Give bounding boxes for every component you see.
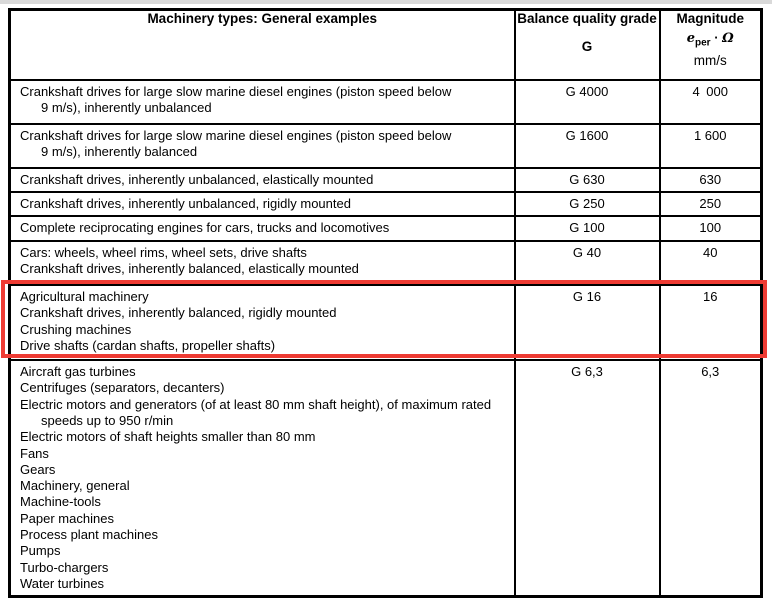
magnitude-cell: 630 [660,168,762,192]
machinery-line: Crankshaft drives for large slow marine diesel engines (piston speed below [20,127,452,143]
grade-cell: G 40 [515,241,660,285]
machinery-line: Electric motors and generators (of at least 80 mm shaft height), of maximum rated [20,396,492,412]
machinery-line: Electric motors of shaft heights smaller than 80 mm [20,429,316,445]
grade-cell: G 100 [515,216,660,241]
formula-e: e [686,31,696,46]
machinery-line: Complete reciprocating engines for cars, trucks and locomotives [20,220,390,236]
magnitude-cell: 100 [660,216,762,241]
machinery-line: 9 m/s), inherently unbalanced [41,99,212,115]
machinery-line: Process plant machines [20,527,159,543]
machinery-cell [10,285,515,360]
machinery-cell [10,360,515,597]
machinery-line: Crushing machines [20,321,132,337]
machinery-line: Paper machines [20,510,114,526]
machinery-line: Water turbines [20,575,105,591]
formula-dot: · [714,30,719,45]
magnitude-cell: 4 000 [660,80,762,124]
machinery-line: 9 m/s), inherently balanced [41,143,198,159]
header-magnitude [660,10,762,80]
grade-cell: G 1600 [515,124,660,168]
formula-omega: Ω [722,31,734,46]
machinery-line: Turbo-chargers [20,559,109,575]
machinery-line: Machinery, general [20,478,130,494]
magnitude-cell: 16 [660,285,762,360]
top-strip [0,0,772,4]
table-row [10,124,762,168]
machinery-line: Cars: wheels, wheel rims, wheel sets, drive shafts [20,245,307,261]
magnitude-cell: 6,3 [660,360,762,597]
machinery-cell [10,192,515,216]
grade-cell: G 16 [515,285,660,360]
machinery-line: Fans [20,445,49,461]
machinery-line: Centrifuges (separators, decanters) [20,380,225,396]
machinery-cell [10,241,515,285]
machinery-cell [10,124,515,168]
machinery-line: speeds up to 950 r/min [41,412,174,428]
magnitude-formula [661,30,761,49]
machinery-line: Aircraft gas turbines [20,364,136,380]
table-row [10,241,762,285]
machinery-line: Pumps [20,543,61,559]
machinery-line: Crankshaft drives, inherently unbalanced, elastically mounted [20,171,374,187]
machinery-line: Machine-tools [20,494,101,510]
grade-cell: G 250 [515,192,660,216]
table-body [10,80,762,597]
table-row [10,360,762,597]
magnitude-cell: 250 [660,192,762,216]
table-row [10,285,762,360]
machinery-line: Crankshaft drives for large slow marine diesel engines (piston speed below [20,83,452,99]
machinery-line: Agricultural machinery [20,289,149,305]
balance-quality-table [8,8,763,598]
header-row [10,10,762,80]
grade-cell: G 630 [515,168,660,192]
grade-cell: G 4000 [515,80,660,124]
header-grade-symbol: G [581,39,593,54]
machinery-line: Gears [20,461,56,477]
magnitude-cell: 1 600 [660,124,762,168]
grade-cell: G 6,3 [515,360,660,597]
machinery-line: Crankshaft drives, inherently balanced, rigidly mounted [20,305,337,321]
machinery-cell [10,80,515,124]
machinery-line: Crankshaft drives, inherently unbalanced, rigidly mounted [20,195,351,211]
magnitude-cell: 40 [660,241,762,285]
table-row [10,80,762,124]
formula-subscript: per [695,37,711,49]
machinery-cell [10,168,515,192]
table-row [10,216,762,241]
header-balance-quality-grade [515,10,660,80]
header-magnitude-unit: mm/s [693,52,727,68]
header-grade-title: Balance quality grade [517,11,657,26]
table-row [10,192,762,216]
header-magnitude-title: Magnitude [676,11,744,26]
table-row [10,168,762,192]
machinery-cell [10,216,515,241]
machinery-line: Crankshaft drives, inherently balanced, elastically mounted [20,261,359,277]
table-header [10,10,762,80]
header-machinery-types: Machinery types: General examples [10,10,515,80]
machinery-line: Drive shafts (cardan shafts, propeller shafts) [20,337,276,353]
